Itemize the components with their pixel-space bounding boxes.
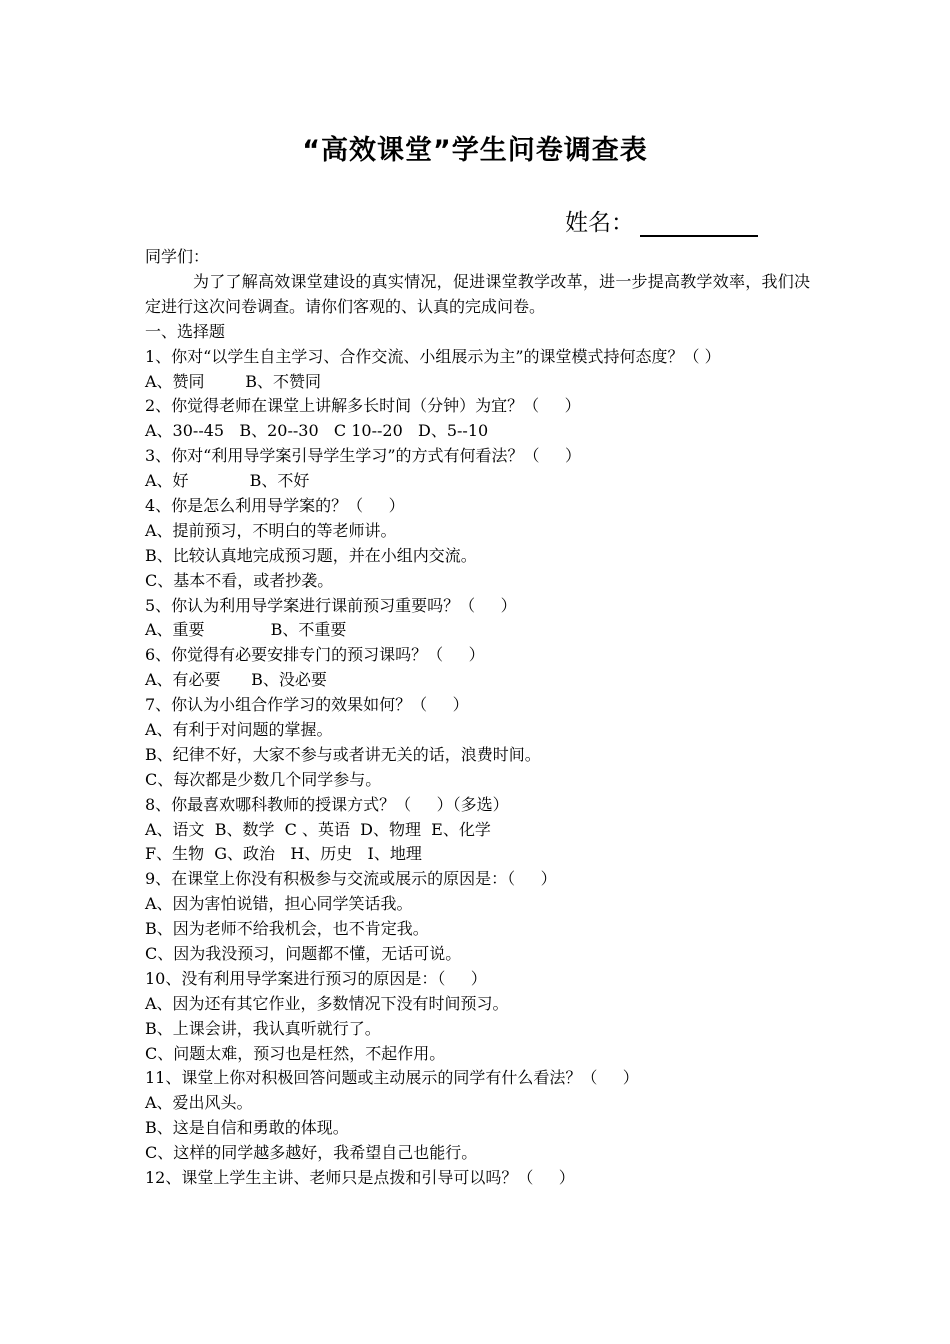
question-6-options: A、有必要 B、没必要 <box>145 670 327 690</box>
question-1: 1、你对“以学生自主学习、合作交流、小组展示为主”的课堂模式持何态度？（ ） <box>145 346 721 366</box>
question-10: 10、没有利用导学案进行预习的原因是：（ ） <box>145 968 487 988</box>
question-7-option-c: C、每次都是少数几个同学参与。 <box>145 769 382 789</box>
question-10-option-c: C、问题太难，预习也是枉然，不起作用。 <box>145 1043 446 1063</box>
document-body <box>145 245 810 1191</box>
section-heading: 一、选择题 <box>145 321 226 341</box>
question-11-option-b: B、这是自信和勇敢的体现。 <box>145 1118 349 1138</box>
question-7: 7、你认为小组合作学习的效果如何？（ ） <box>145 695 469 715</box>
question-4-option-b: B、比较认真地完成预习题，并在小组内交流。 <box>145 545 477 565</box>
question-2-options: A、30--45 B、20--30 C 10--20 D、5--10 <box>145 421 489 441</box>
question-7-option-b: B、纪律不好，大家不参与或者讲无关的话，浪费时间。 <box>145 744 541 764</box>
question-10-option-b: B、上课会讲，我认真听就行了。 <box>145 1018 381 1038</box>
question-8: 8、你最喜欢哪科教师的授课方式？（ ）（多选） <box>145 794 509 814</box>
question-8-options-row-1: A、语文 B、数学 C 、英语 D、物理 E、化学 <box>145 819 491 839</box>
question-8-options-row-2: F、生物 G、政治 H、历史 I、地理 <box>145 844 422 864</box>
greeting: 同学们： <box>145 247 210 266</box>
question-6: 6、你觉得有必要安排专门的预习课吗？（ ） <box>145 645 485 665</box>
question-9-option-a: A、因为害怕说错，担心同学笑话我。 <box>145 894 413 914</box>
question-1-options: A、赞同 B、不赞同 <box>145 371 322 391</box>
name-label: 姓名： <box>565 210 634 236</box>
intro-paragraph: 为了了解高效课堂建设的真实情况，促进课堂教学改革，进一步提高教学效率，我们决定进行这次问卷调查。请你们客观的、认真的完成问卷。 <box>145 271 810 316</box>
question-11-option-a: A、爱出风头。 <box>145 1093 253 1113</box>
question-4-option-a: A、提前预习，不明白的等老师讲。 <box>145 520 397 540</box>
question-9: 9、在课堂上你没有积极参与交流或展示的原因是：（ ） <box>145 869 557 889</box>
question-9-option-b: B、因为老师不给我机会，也不肯定我。 <box>145 919 429 939</box>
question-9-option-c: C、因为我没预习，问题都不懂，无话可说。 <box>145 943 462 963</box>
name-blank-line <box>640 213 758 237</box>
document-title: “高效课堂”学生问卷调查表 <box>302 135 648 166</box>
question-5: 5、你认为利用导学案进行课前预习重要吗？（ ） <box>145 595 517 615</box>
question-3-options: A、好 B、不好 <box>145 471 310 491</box>
question-11-option-c: C、这样的同学越多越好，我希望自己也能行。 <box>145 1143 478 1163</box>
question-2: 2、你觉得老师在课堂上讲解多长时间（分钟）为宜？（ ） <box>145 396 581 416</box>
question-7-option-a: A、有利于对问题的掌握。 <box>145 719 333 739</box>
question-4: 4、你是怎么利用导学案的？（ ） <box>145 495 405 515</box>
question-4-option-c: C、基本不看，或者抄袭。 <box>145 570 334 590</box>
question-3: 3、你对“利用导学案引导学生学习”的方式有何看法？（ ） <box>145 446 581 466</box>
question-10-option-a: A、因为还有其它作业，多数情况下没有时间预习。 <box>145 993 509 1013</box>
name-field <box>565 204 758 237</box>
question-11: 11、课堂上你对积极回答问题或主动展示的同学有什么看法？（ ） <box>145 1068 639 1088</box>
question-5-options: A、重要 B、不重要 <box>145 620 347 640</box>
question-12: 12、课堂上学生主讲、老师只是点拨和引导可以吗？（ ） <box>145 1168 575 1187</box>
